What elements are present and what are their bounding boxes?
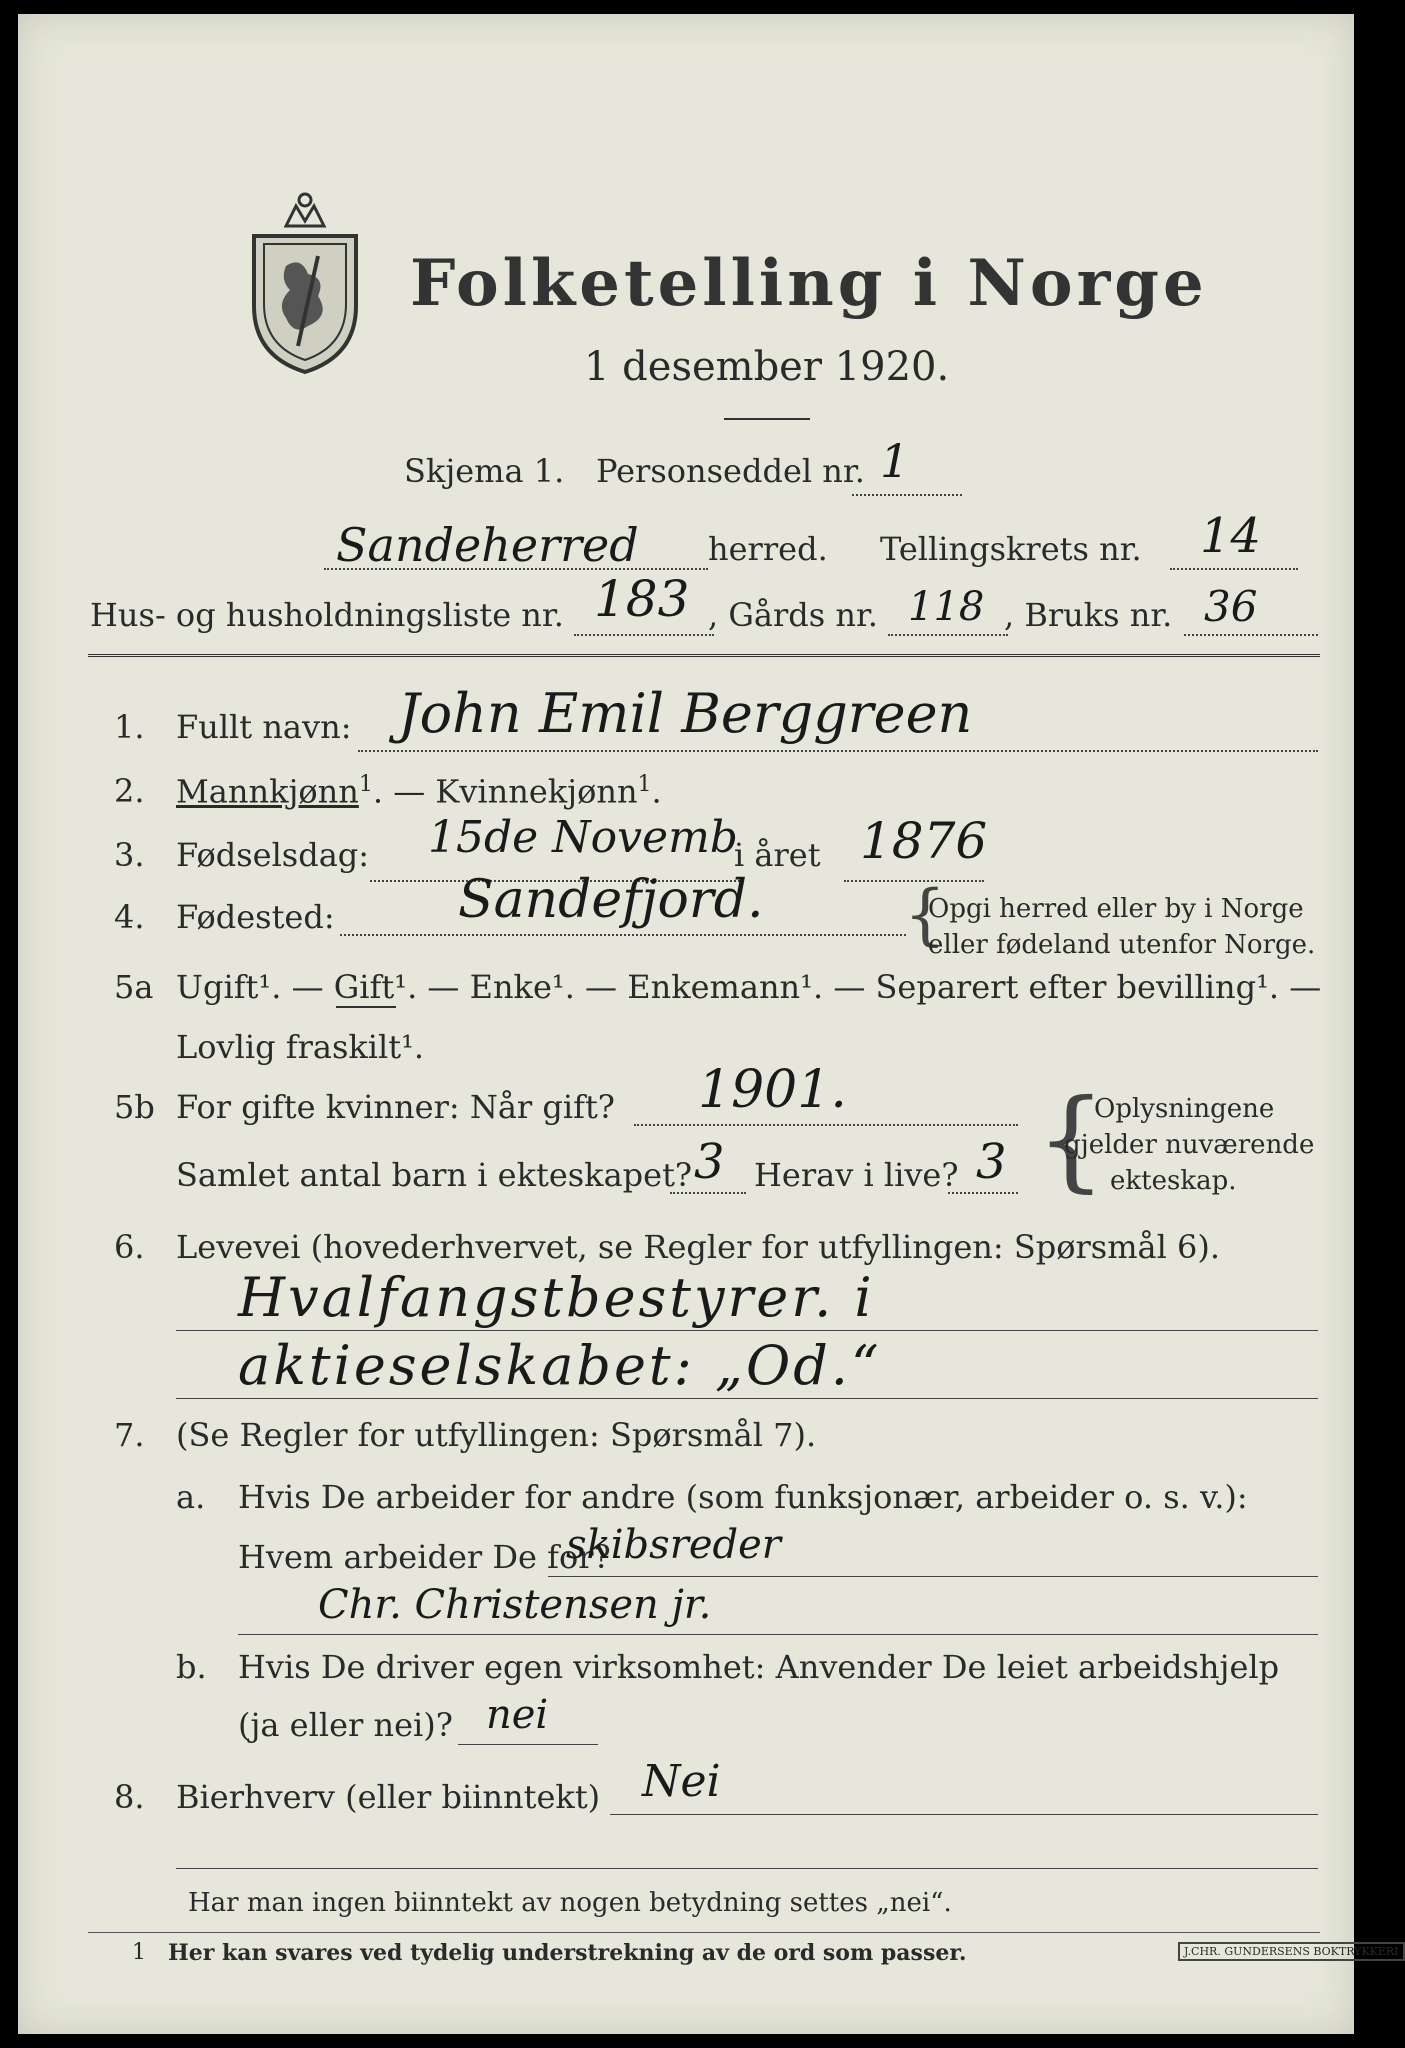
- q8-line: [610, 1814, 1318, 1815]
- q3-number: 3.: [114, 836, 145, 874]
- personseddel-value: 1: [880, 434, 910, 488]
- q5b-line: [634, 1124, 1018, 1126]
- q3-day-value: 15de Novemb: [428, 812, 738, 863]
- gards-value: 118: [908, 584, 985, 630]
- q4-note-2: eller fødeland utenfor Norge.: [928, 930, 1316, 960]
- q5b-alive-label: Herav i live?: [754, 1156, 959, 1194]
- q3-year-value: 1876: [860, 812, 988, 870]
- census-form: [18, 14, 1399, 2034]
- q5b-married-value: 1901.: [698, 1060, 847, 1120]
- q8-label: Bierhverv (eller biinntekt): [176, 1778, 601, 1816]
- q4-label: Fødested:: [176, 898, 335, 936]
- hus-line: [574, 634, 714, 636]
- q7a-line-2: [238, 1634, 1318, 1635]
- q1-number: 1.: [114, 708, 145, 746]
- q7-number: 7.: [114, 1416, 145, 1454]
- q4-line: [340, 934, 906, 936]
- q7-label: (Se Regler for utfyllingen: Spørsmål 7).: [176, 1416, 817, 1454]
- census-date: 1 desember 1920.: [584, 344, 950, 390]
- schema-label: Skjema 1.: [404, 452, 565, 490]
- q1-line: [358, 750, 1318, 752]
- q7a-employer-value-1: skibsreder: [566, 1522, 781, 1568]
- q7a-employer-value-2: Chr. Christensen jr.: [318, 1582, 712, 1628]
- q3-year-label: i året: [734, 836, 821, 874]
- q5b-label: For gifte kvinner: Når gift?: [176, 1088, 615, 1126]
- gards-label: , Gårds nr.: [708, 596, 878, 634]
- hus-label: Hus- og husholdningsliste nr.: [90, 596, 564, 634]
- herred-value: Sandeherred: [336, 518, 639, 572]
- bruks-value: 36: [1204, 582, 1258, 631]
- tellingskrets-label: Tellingskrets nr.: [880, 530, 1142, 568]
- q4-number: 4.: [114, 898, 145, 936]
- q6-line-1: [176, 1330, 1318, 1331]
- blank-line: [176, 1868, 1318, 1869]
- header-divider: [88, 654, 1320, 657]
- q7b-line: [458, 1744, 598, 1745]
- q5a-gift-underline: [336, 1006, 396, 1008]
- q5b-note-3: ekteskap.: [1110, 1166, 1237, 1196]
- bruks-label: , Bruks nr.: [1004, 596, 1173, 634]
- q6-line-2: [176, 1398, 1318, 1399]
- q5b-note-2: gjelder nuværende: [1064, 1130, 1315, 1160]
- q3-label: Fødselsdag:: [176, 836, 370, 874]
- hus-value: 183: [594, 570, 690, 628]
- herred-label: herred.: [708, 530, 828, 568]
- q8-number: 8.: [114, 1778, 145, 1816]
- q7a-number: a.: [176, 1478, 206, 1516]
- q4-brace: {: [904, 876, 946, 953]
- q5b-children-label: Samlet antal barn i ekteskapet?: [176, 1156, 693, 1194]
- q7a-line-1: [548, 1576, 1318, 1577]
- personseddel-line: [852, 494, 962, 496]
- q5a-options-2: Lovlig fraskilt¹.: [176, 1028, 425, 1066]
- q2-number: 2.: [114, 772, 145, 810]
- q6-occupation-value-2: aktieselskabet: „Od.“: [238, 1334, 882, 1397]
- q7b-label: Hvis De driver egen virksomhet: Anvender De leiet arbeidshjelp: [238, 1648, 1280, 1686]
- q2-male: Mannkjønn: [176, 772, 359, 811]
- form-title: Folketelling i Norge: [410, 246, 1208, 321]
- q5a-number: 5a: [114, 968, 154, 1006]
- footnote-mark: 1: [132, 1940, 146, 1965]
- q4-note-1: Opgi herred eller by i Norge: [928, 894, 1304, 924]
- q5b-number: 5b: [114, 1088, 155, 1126]
- printer-stamp: J.CHR. GUNDERSENS BOKTRYKKERI: [1178, 1942, 1405, 1961]
- coat-of-arms-icon: [246, 186, 364, 380]
- q5b-brace: {: [1036, 1075, 1106, 1203]
- q7b-question: (ja eller nei)?: [238, 1706, 453, 1744]
- gards-line: [888, 634, 1008, 636]
- q5b-note-1: Oplysningene: [1094, 1094, 1275, 1124]
- q1-label: Fullt navn:: [176, 708, 352, 746]
- tellingskrets-line: [1170, 568, 1298, 570]
- q6-occupation-value-1: Hvalfangstbestyrer. i: [238, 1266, 875, 1329]
- q1-name-value: John Emil Berggreen: [398, 682, 973, 745]
- personseddel-label: Personseddel nr.: [596, 452, 865, 490]
- q5b-alive-value: 3: [976, 1134, 1007, 1190]
- footer-divider: [88, 1932, 1320, 1933]
- q5a-options: Ugift¹. — Gift¹. — Enke¹. — Enkemann¹. — Separert efter bevilling¹. —: [176, 968, 1322, 1006]
- q4-birthplace-value: Sandefjord.: [458, 870, 764, 930]
- q7a-label: Hvis De arbeider for andre (som funksjonær, arbeider o. s. v.):: [238, 1478, 1248, 1516]
- q5b-children-value: 3: [694, 1134, 725, 1190]
- q5b-alive-line: [948, 1192, 1018, 1194]
- title-divider: [724, 418, 810, 420]
- q6-label: Levevei (hovederhvervet, se Regler for utfyllingen: Spørsmål 6).: [176, 1228, 1221, 1266]
- footer-note: Har man ingen biinntekt av nogen betydning settes „nei“.: [188, 1888, 952, 1918]
- tellingskrets-value: 14: [1200, 508, 1262, 564]
- q7b-number: b.: [176, 1648, 207, 1686]
- q6-number: 6.: [114, 1228, 145, 1266]
- q5b-children-line: [670, 1192, 746, 1194]
- bruks-line: [1184, 634, 1318, 636]
- footnote-text: Her kan svares ved tydelig understrekning av de ord som passer.: [168, 1940, 967, 1966]
- q7b-value: nei: [486, 1692, 549, 1738]
- q2-options: Mannkjønn$^1$. — Kvinnekjønn$^1$.: [176, 772, 662, 811]
- q2-female: Kvinnekjønn: [435, 772, 638, 811]
- q8-value: Nei: [642, 1756, 721, 1807]
- q7a-question: Hvem arbeider De for?: [238, 1538, 611, 1576]
